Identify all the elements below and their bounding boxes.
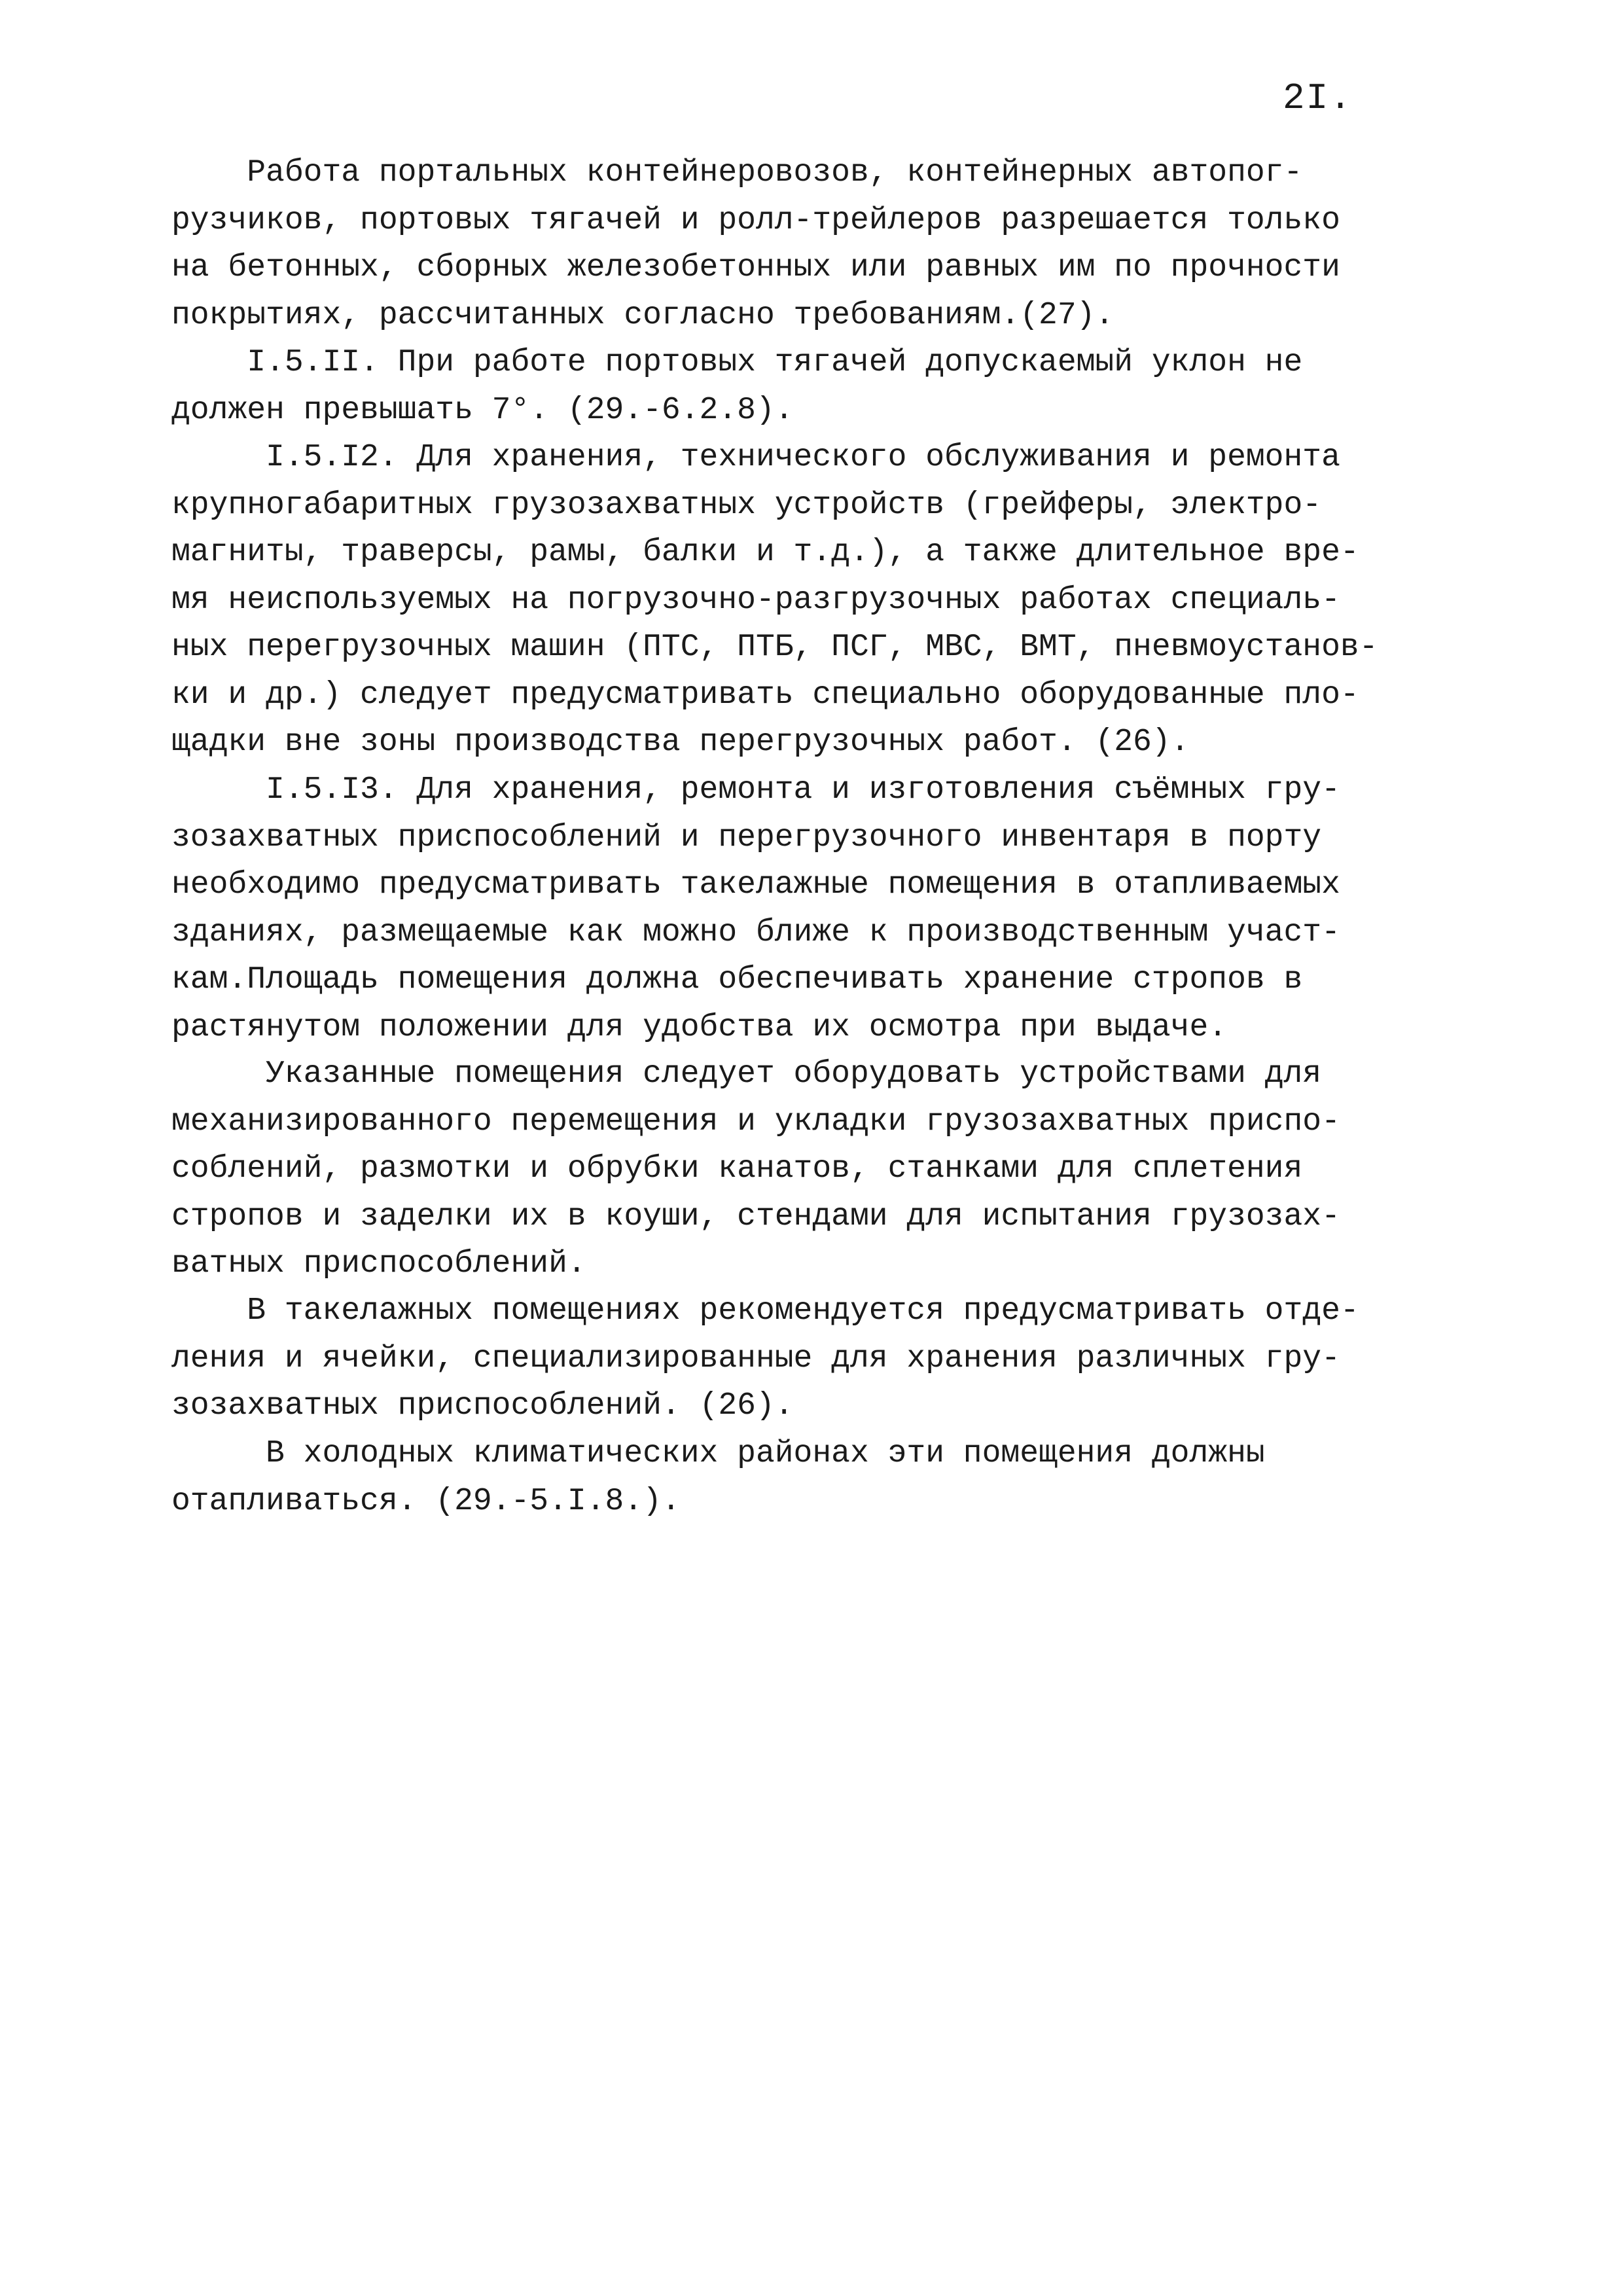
text-line: зозахватных приспособлений и перегрузочного инвентаря в порту	[171, 819, 1322, 855]
text-line: щадки вне зоны производства перегрузочных работ. (26).	[171, 725, 1190, 760]
paragraph-1-5-11	[171, 339, 1454, 434]
text-line: ных перегрузочных машин (ПТС, ПТБ, ПСГ, МВС, ВМТ, пневмоустанов-	[171, 630, 1378, 665]
text-line: необходимо предусматривать такелажные помещения в отапливаемых	[171, 867, 1340, 903]
paragraph-cold-regions	[171, 1430, 1454, 1525]
paragraph-equipment	[171, 1050, 1454, 1288]
paragraph-1-5-12	[171, 434, 1454, 766]
text-line: соблений, размотки и обрубки канатов, станками для сплетения	[171, 1151, 1303, 1187]
text-line: покрытиях, рассчитанных согласно требованиям.(27).	[171, 297, 1115, 333]
text-line: ления и ячейки, специализированные для хранения различных гру-	[171, 1340, 1340, 1376]
text-line: должен превышать 7°. (29.-6.2.8).	[171, 392, 794, 428]
text-line: ватных приспособлений.	[171, 1246, 586, 1282]
text-line: стропов и заделки их в коуши, стендами для испытания грузозах-	[171, 1198, 1340, 1234]
text-line: кам.Площадь помещения должна обеспечивать хранение стропов в	[171, 962, 1303, 997]
paragraph-containers-port-vehicles	[171, 149, 1454, 339]
paragraph-rigging-rooms	[171, 1287, 1454, 1430]
text-line: на бетонных, сборных железобетонных или равных им по прочности	[171, 250, 1340, 285]
text-line: магниты, траверсы, рамы, балки и т.д.), а также длительное вре-	[171, 535, 1359, 570]
text-line: рузчиков, портовых тягачей и ролл-трейлеров разрешается только	[171, 202, 1340, 238]
text-line: I.5.I3. Для хранения, ремонта и изготовления съёмных гру-	[171, 772, 1340, 808]
text-line: крупногабаритных грузозахватных устройств (грейферы, электро-	[171, 487, 1322, 523]
text-line: отапливаться. (29.-5.I.8.).	[171, 1483, 681, 1519]
paragraph-1-5-13	[171, 766, 1454, 1051]
text-line: зозахватных приспособлений. (26).	[171, 1388, 794, 1424]
text-line: зданиях, размещаемые как можно ближе к производственным участ-	[171, 914, 1340, 950]
text-line: В холодных климатических районах эти помещения должны	[171, 1436, 1265, 1471]
page-number: 2I.	[1283, 77, 1353, 119]
text-line: I.5.II. При работе портовых тягачей допускаемый уклон не	[171, 345, 1303, 380]
text-line: механизированного перемещения и укладки грузозахватных приспо-	[171, 1103, 1340, 1139]
text-line: ки и др.) следует предусматривать специально оборудованные пло-	[171, 677, 1359, 713]
text-line: В такелажных помещениях рекомендуется предусматривать отде-	[171, 1293, 1359, 1329]
text-line: мя неиспользуемых на погрузочно-разгрузочных работах специаль-	[171, 582, 1340, 618]
text-line: растянутом положении для удобства их осмотра при выдаче.	[171, 1009, 1228, 1045]
text-line: Указанные помещения следует оборудовать устройствами для	[171, 1056, 1322, 1092]
text-line: I.5.I2. Для хранения, технического обслуживания и ремонта	[171, 440, 1340, 475]
text-line: Работа портальных контейнеровозов, контейнерных автопог-	[171, 155, 1303, 190]
